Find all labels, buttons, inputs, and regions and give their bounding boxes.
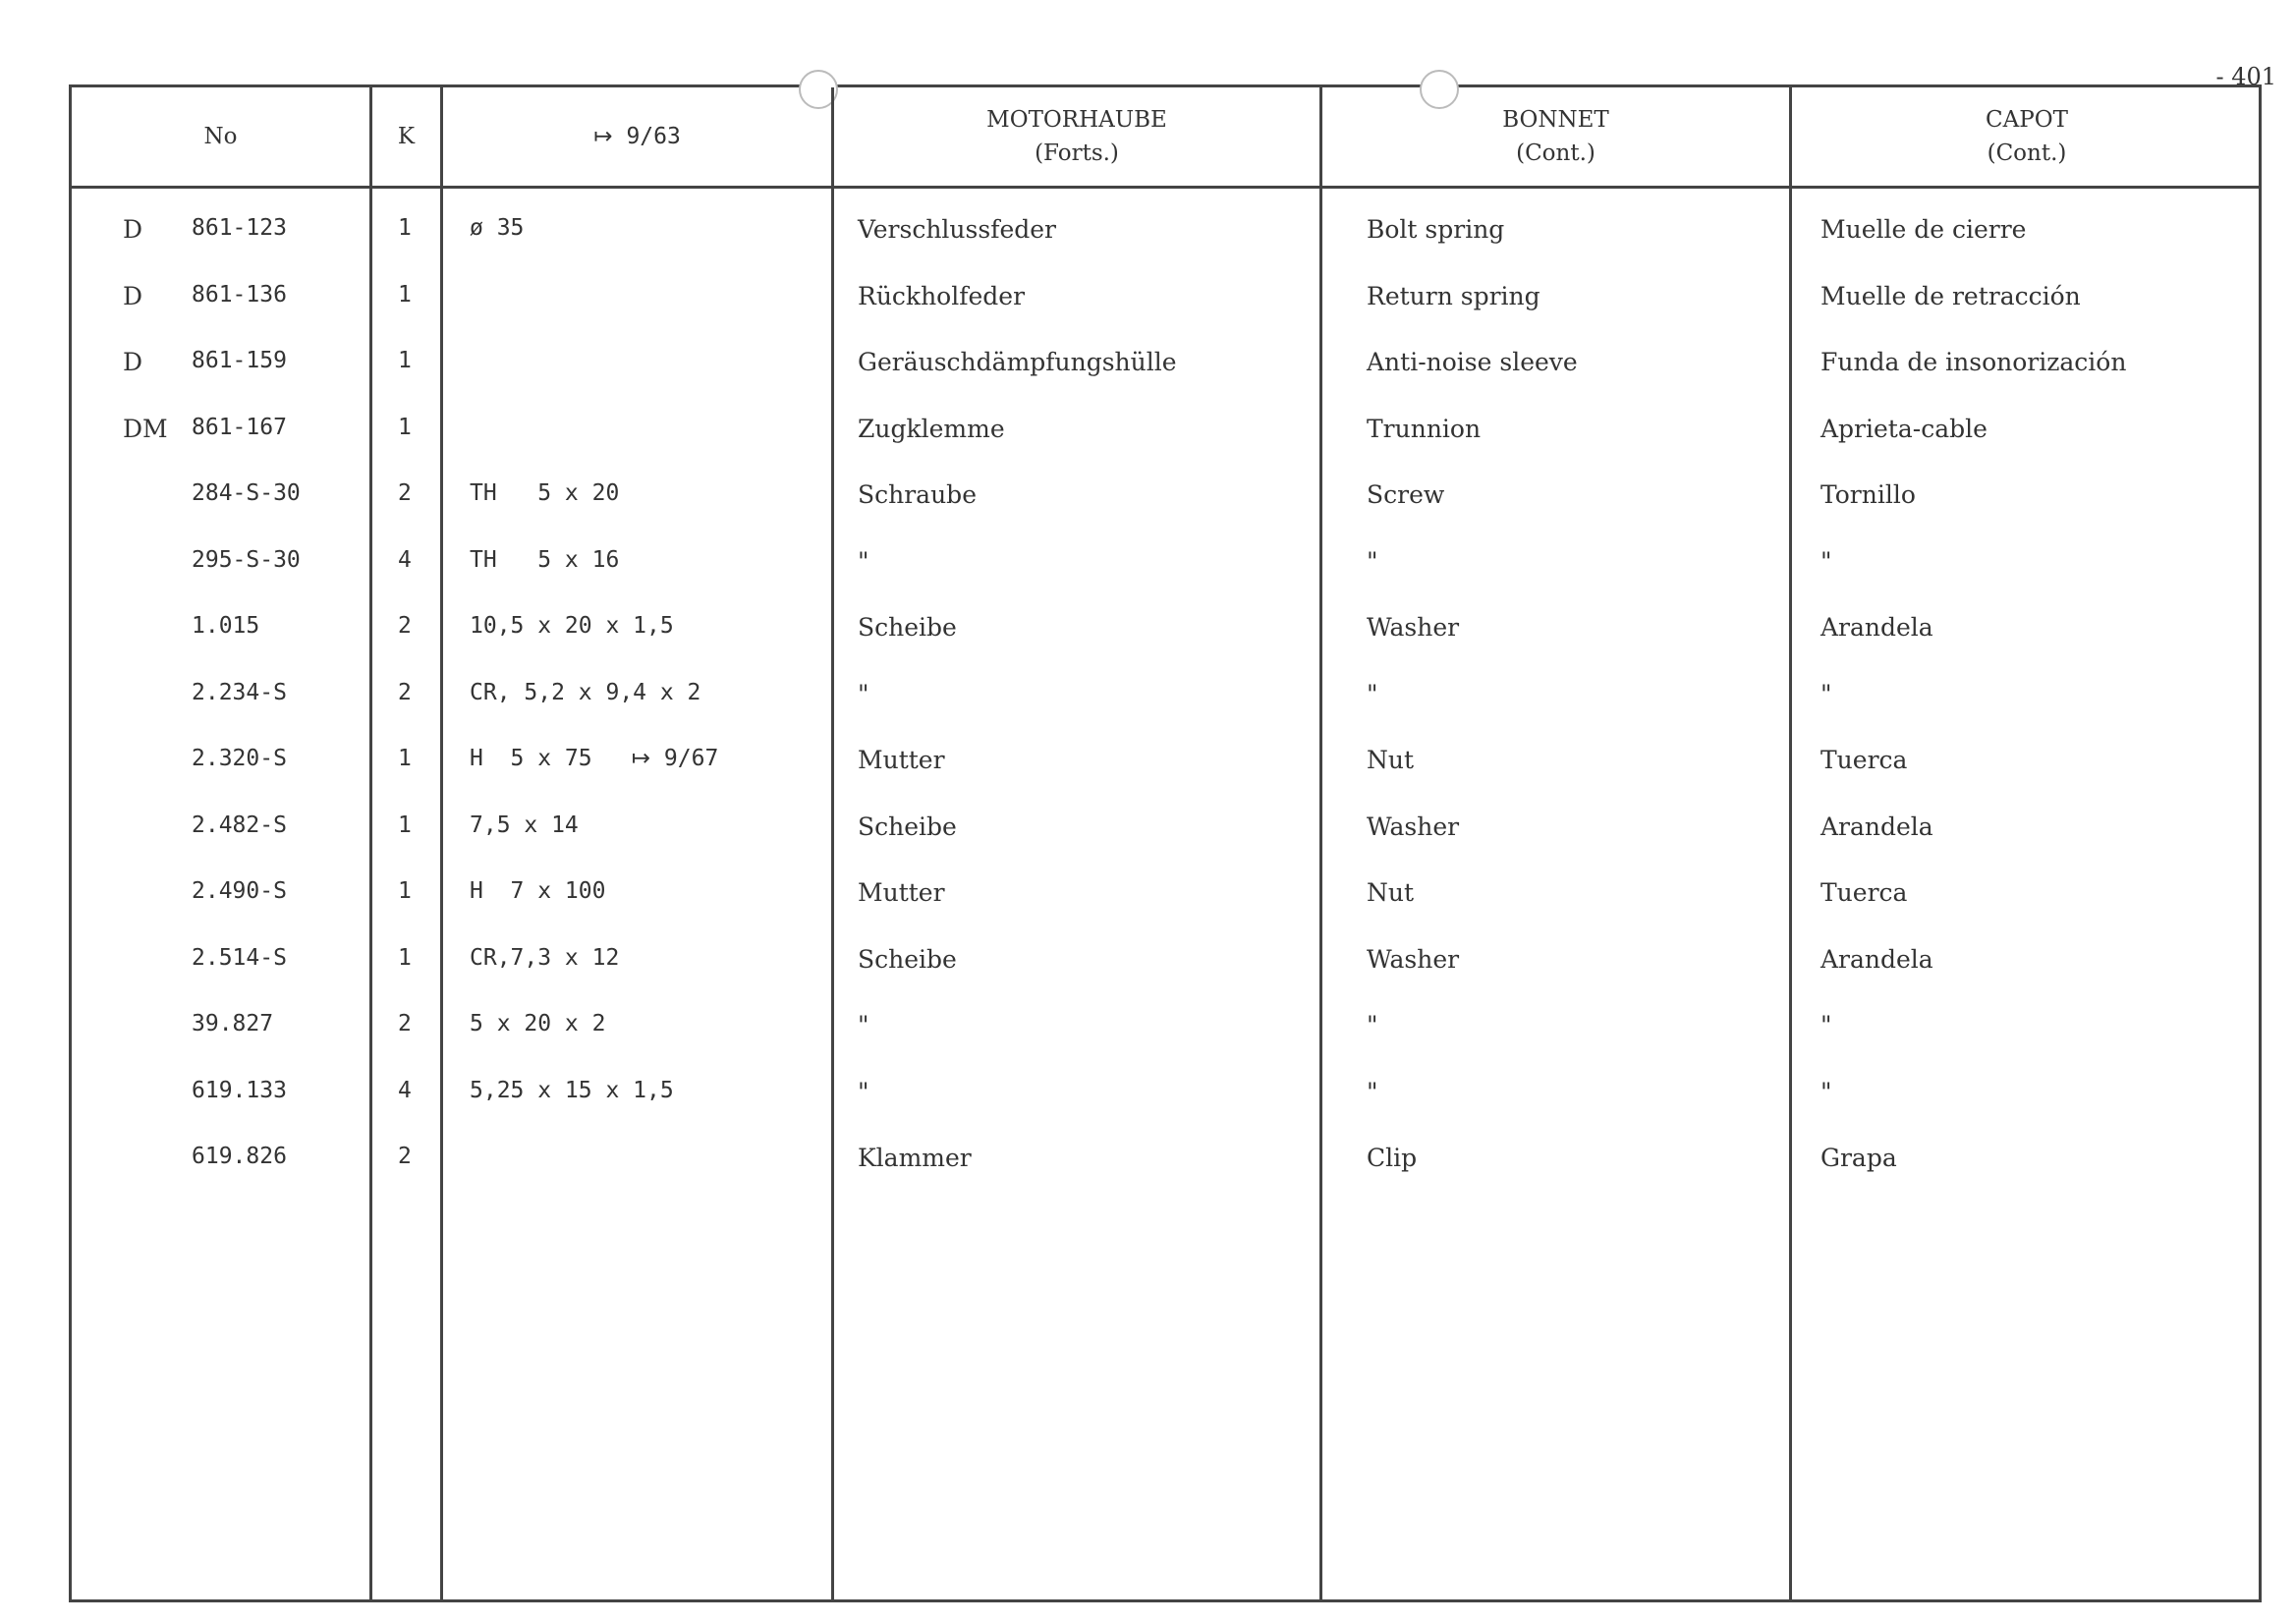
cell-de: Scheibe: [858, 944, 957, 974]
cell-k: 1: [398, 215, 412, 241]
cell-no: 619.826: [192, 1144, 287, 1169]
cell-k: 1: [398, 878, 412, 904]
cell-prefix: D: [123, 348, 143, 376]
cell-en: Washer: [1367, 944, 1460, 974]
cell-de: Scheibe: [858, 613, 957, 642]
column-divider: [831, 87, 834, 1599]
cell-no: 2.490-S: [192, 878, 287, 904]
cell-en: Nut: [1367, 746, 1415, 774]
cell-k: 2: [398, 1144, 412, 1169]
cell-prefix: DM: [123, 414, 168, 443]
cell-de: ": [858, 546, 869, 576]
cell-es: Tuerca: [1820, 746, 1908, 774]
cell-de: ": [858, 1011, 869, 1039]
cell-prefix: D: [123, 215, 143, 244]
header-spec-label: [593, 120, 681, 153]
cell-no: 861-123: [192, 215, 287, 241]
cell-spec-text: 5 x 20 x 2: [470, 1011, 606, 1036]
cell-spec: [470, 1011, 605, 1036]
column-divider: [1319, 87, 1322, 1599]
cell-de: Mutter: [858, 746, 945, 774]
cell-en: ": [1367, 679, 1378, 708]
cell-spec: [470, 878, 605, 904]
header-divider: [72, 186, 2259, 189]
cell-spec: [470, 480, 619, 506]
cell-spec: [470, 812, 579, 838]
cell-de: Mutter: [858, 878, 945, 907]
cell-no: 295-S-30: [192, 546, 301, 573]
cell-en: Washer: [1367, 812, 1460, 841]
cell-en: Return spring: [1367, 281, 1540, 310]
cell-k: 1: [398, 414, 412, 440]
cell-de: Zugklemme: [858, 414, 1005, 443]
cell-spec: [470, 1078, 674, 1103]
cell-k: 4: [398, 1077, 412, 1103]
cell-no: 861-167: [192, 414, 287, 440]
cell-en: Nut: [1367, 878, 1415, 907]
cell-de: Klammer: [858, 1144, 972, 1172]
header-german-sub: (Forts.): [1035, 140, 1119, 166]
cell-es: ": [1820, 679, 1832, 708]
header-english: [1322, 87, 1789, 186]
header-spanish-title: CAPOT: [1986, 107, 2068, 133]
cell-en: Trunnion: [1367, 414, 1482, 443]
cell-spec: [470, 613, 674, 639]
cell-no: 2.234-S: [192, 679, 287, 705]
cell-k: 1: [398, 944, 412, 971]
cell-no: 619.133: [192, 1077, 287, 1103]
cell-k: 1: [398, 348, 412, 373]
cell-no: 861-159: [192, 348, 287, 373]
cell-de: ": [858, 1077, 869, 1106]
cell-spec-text: ø 35: [470, 215, 525, 241]
cell-spec-text: TH 5 x 20: [470, 480, 620, 506]
cell-en: ": [1367, 1011, 1378, 1039]
cell-de: Schraube: [858, 480, 977, 509]
cell-es: ": [1820, 546, 1832, 576]
cell-spec-text: 10,5 x 20 x 1,5: [470, 613, 674, 639]
cell-es: Aprieta-cable: [1820, 414, 1988, 443]
header-english-sub: (Cont.): [1516, 140, 1596, 166]
cell-k: 2: [398, 613, 412, 639]
cell-de: Verschlussfeder: [858, 215, 1056, 244]
cell-spec: [470, 547, 619, 573]
cell-no: 861-136: [192, 281, 287, 308]
cell-spec: [470, 746, 718, 771]
header-english-title: BONNET: [1502, 107, 1609, 133]
cell-no: 2.514-S: [192, 944, 287, 971]
header-spanish: [1792, 87, 2262, 186]
cell-no: 2.482-S: [192, 812, 287, 838]
parts-table: [69, 84, 2262, 1602]
cell-es: Grapa: [1820, 1144, 1897, 1172]
cell-de: Rückholfeder: [858, 281, 1026, 310]
cell-spec-text: TH 5 x 16: [470, 546, 620, 573]
cell-es: ": [1820, 1011, 1832, 1039]
cell-es: Tuerca: [1820, 878, 1908, 907]
cell-spec: [470, 215, 524, 241]
cell-spec-date: 9/67: [663, 746, 719, 771]
cell-es: Muelle de retracción: [1820, 281, 2081, 310]
cell-spec-text: H 5 x 75: [470, 746, 592, 771]
header-k-label: K: [397, 124, 416, 149]
cell-es: Arandela: [1820, 613, 1933, 642]
cell-es: Muelle de cierre: [1820, 215, 2027, 244]
column-divider: [369, 87, 372, 1599]
cell-k: 2: [398, 679, 412, 705]
cell-spec-text: CR,7,3 x 12: [470, 944, 620, 971]
header-no: [72, 87, 369, 186]
arrow-right-icon: ↦: [631, 746, 650, 771]
page-number: - 401: [2215, 63, 2276, 90]
header-spec-date: 9/63: [626, 124, 681, 149]
cell-de: Scheibe: [858, 812, 957, 841]
header-no-label: No: [203, 124, 238, 149]
cell-spec-text: 5,25 x 15 x 1,5: [470, 1077, 674, 1103]
cell-prefix: D: [123, 281, 143, 310]
cell-k: 2: [398, 1011, 412, 1036]
cell-spec-text: 7,5 x 14: [470, 812, 579, 838]
column-divider: [440, 87, 443, 1599]
cell-es: ": [1820, 1077, 1832, 1106]
cell-de: ": [858, 679, 869, 708]
cell-no: 39.827: [192, 1011, 274, 1036]
cell-k: 1: [398, 746, 412, 771]
cell-k: 2: [398, 480, 412, 506]
cell-en: Clip: [1367, 1144, 1418, 1172]
header-spanish-sub: (Cont.): [1987, 140, 2067, 166]
cell-no: 1.015: [192, 613, 260, 639]
cell-no: 2.320-S: [192, 746, 287, 771]
cell-spec: [470, 680, 700, 705]
cell-k: 1: [398, 281, 412, 308]
cell-es: Arandela: [1820, 812, 1933, 841]
cell-es: Arandela: [1820, 944, 1933, 974]
header-german-title: MOTORHAUBE: [986, 107, 1167, 133]
cell-en: Washer: [1367, 613, 1460, 642]
cell-k: 1: [398, 812, 412, 838]
cell-en: ": [1367, 1077, 1378, 1106]
cell-no: 284-S-30: [192, 480, 301, 506]
arrow-right-icon: ↦: [593, 124, 613, 149]
cell-k: 4: [398, 546, 412, 573]
cell-en: Screw: [1367, 480, 1445, 509]
cell-en: Anti-noise sleeve: [1367, 348, 1578, 376]
cell-es: Funda de insonorización: [1820, 348, 2127, 376]
cell-spec-text: H 7 x 100: [470, 878, 606, 904]
cell-en: Bolt spring: [1367, 215, 1505, 244]
cell-de: Geräuschdämpfungshülle: [858, 348, 1177, 376]
cell-es: Tornillo: [1820, 480, 1916, 509]
cell-spec: [470, 945, 619, 971]
header-spec: [443, 87, 831, 186]
header-german: [834, 87, 1319, 186]
cell-spec-text: CR, 5,2 x 9,4 x 2: [470, 679, 701, 705]
cell-en: ": [1367, 546, 1378, 576]
column-divider: [1789, 87, 1792, 1599]
header-k: [372, 87, 440, 186]
